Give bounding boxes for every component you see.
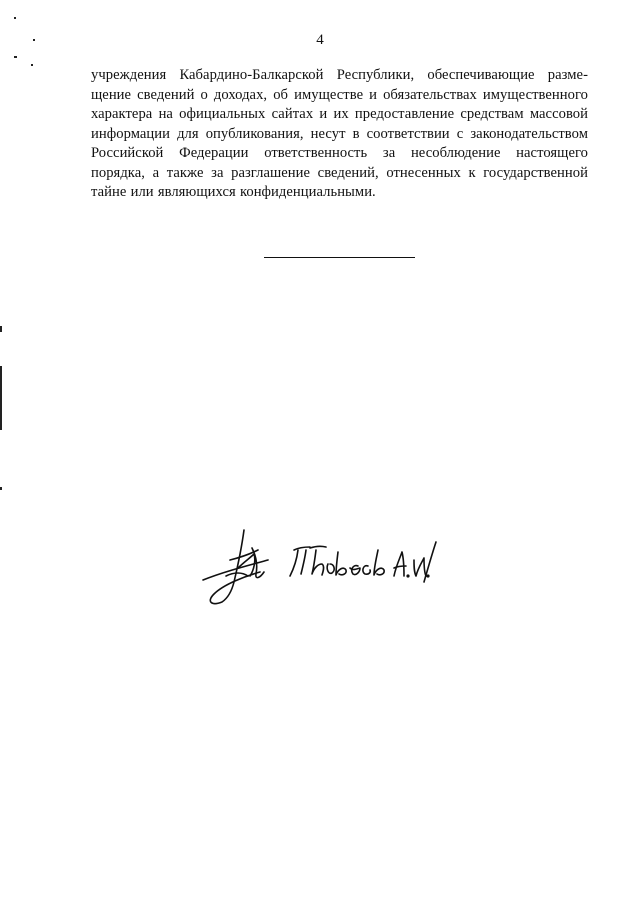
handwritten-signature bbox=[198, 520, 438, 610]
body-paragraph bbox=[91, 66, 588, 203]
section-divider bbox=[264, 257, 415, 258]
scan-mark bbox=[0, 487, 2, 490]
paragraph-line: учреждения Кабардино-Балкарской Республики, обеспечивающие разме- bbox=[91, 67, 588, 83]
paragraph-line: щение сведений о доходах, об имуществе и обязательствах имущественного bbox=[91, 86, 588, 103]
page-number: 4 bbox=[316, 32, 324, 48]
paragraph-line: тайне или являющихся конфиденциальными. bbox=[91, 184, 376, 200]
scan-mark bbox=[14, 56, 17, 58]
paragraph-line: порядка, а также за разглашение сведений, отнесенных к государственной bbox=[91, 164, 588, 181]
paragraph-line: Российской Федерации ответственность за несоблюдение настоящего bbox=[91, 145, 588, 161]
paragraph-line: характера на официальных сайтах и их предоставление средствам массовой bbox=[91, 106, 588, 122]
paragraph-line: информации для опубликования, несут в соответствии с законодательством bbox=[91, 125, 588, 142]
scan-mark bbox=[0, 366, 2, 430]
signature-drawing bbox=[198, 520, 438, 610]
scan-mark bbox=[14, 17, 16, 19]
scan-mark bbox=[0, 326, 2, 332]
scan-mark bbox=[31, 64, 33, 66]
